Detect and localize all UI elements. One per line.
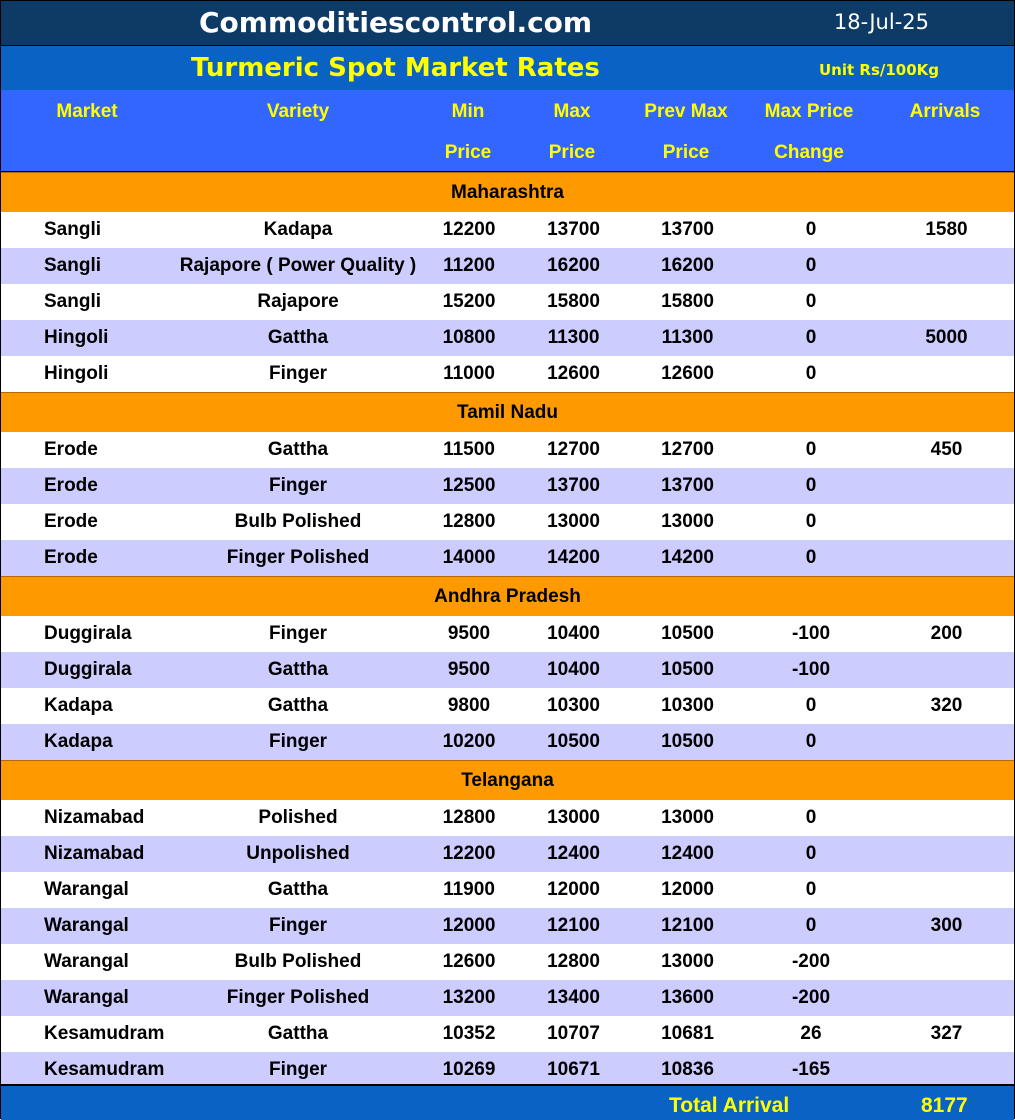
arrivals-cell — [879, 944, 1014, 980]
region-row — [1, 761, 1014, 801]
max-price-change-cell: -100 — [743, 616, 879, 652]
max-price-cell: 13400 — [515, 980, 632, 1016]
min-price-cell: 9500 — [423, 652, 515, 688]
prev-max-price-cell: 10500 — [632, 724, 743, 761]
prev-max-price-cell: 10500 — [632, 652, 743, 688]
min-price-cell: 11500 — [423, 432, 515, 468]
prev-max-price-cell: 13700 — [632, 212, 743, 248]
table-row — [1, 320, 1014, 356]
min-price-cell: 12000 — [423, 908, 515, 944]
prev-max-price-cell: 13000 — [632, 944, 743, 980]
market-cell: Sangli — [1, 248, 173, 284]
min-price-cell: 15200 — [423, 284, 515, 320]
site-title: Commoditiescontrol.com — [199, 6, 593, 39]
table-row — [1, 688, 1014, 724]
variety-cell: Bulb Polished — [173, 944, 423, 980]
footer-bar — [1, 1084, 1014, 1120]
max-price-change-cell: 0 — [743, 212, 879, 248]
report-title: Turmeric Spot Market Rates — [191, 53, 600, 83]
variety-cell: Rajapore ( Power Quality ) — [173, 248, 423, 284]
unit-label: Unit Rs/100Kg — [819, 61, 940, 79]
max-price-change-cell: -100 — [743, 652, 879, 688]
max-price-change-cell: 0 — [743, 284, 879, 320]
col-min-header: Min — [451, 101, 485, 122]
col-max-header-line2: Price — [548, 142, 596, 163]
rates-table — [1, 172, 1014, 1088]
prev-max-price-cell: 12400 — [632, 836, 743, 872]
variety-cell: Finger — [173, 468, 423, 504]
table-row — [1, 836, 1014, 872]
arrivals-cell — [879, 248, 1014, 284]
min-price-cell: 12200 — [423, 836, 515, 872]
min-price-cell: 9800 — [423, 688, 515, 724]
variety-cell: Finger — [173, 908, 423, 944]
prev-max-price-cell: 13000 — [632, 800, 743, 836]
arrivals-cell — [879, 1052, 1014, 1088]
max-price-cell: 12100 — [515, 908, 632, 944]
market-cell: Kadapa — [1, 724, 173, 761]
column-header-bar — [1, 90, 1014, 172]
variety-cell: Bulb Polished — [173, 504, 423, 540]
report-date: 18-Jul-25 — [833, 10, 929, 34]
table-row — [1, 248, 1014, 284]
max-price-cell: 10400 — [515, 652, 632, 688]
arrivals-cell — [879, 284, 1014, 320]
arrivals-cell: 450 — [879, 432, 1014, 468]
min-price-cell: 10352 — [423, 1016, 515, 1052]
market-cell: Kesamudram — [1, 1052, 173, 1088]
market-cell: Sangli — [1, 212, 173, 248]
variety-cell: Unpolished — [173, 836, 423, 872]
prev-max-price-cell: 13600 — [632, 980, 743, 1016]
arrivals-cell — [879, 652, 1014, 688]
col-change-header-line2: Change — [774, 142, 844, 163]
variety-cell: Rajapore — [173, 284, 423, 320]
prev-max-price-cell: 13700 — [632, 468, 743, 504]
max-price-change-cell: 0 — [743, 800, 879, 836]
max-price-cell: 11300 — [515, 320, 632, 356]
market-cell: Duggirala — [1, 652, 173, 688]
market-cell: Erode — [1, 540, 173, 577]
col-max-header: Max — [553, 101, 591, 122]
variety-cell: Gattha — [173, 652, 423, 688]
max-price-cell: 16200 — [515, 248, 632, 284]
table-row — [1, 724, 1014, 761]
prev-max-price-cell: 13000 — [632, 504, 743, 540]
table-row — [1, 944, 1014, 980]
table-row — [1, 652, 1014, 688]
arrivals-cell — [879, 872, 1014, 908]
col-prev-max-header-line2: Price — [662, 142, 710, 163]
variety-cell: Gattha — [173, 432, 423, 468]
variety-cell: Finger — [173, 724, 423, 761]
rates-table-body — [1, 173, 1014, 1089]
min-price-cell: 9500 — [423, 616, 515, 652]
arrivals-cell: 1580 — [879, 212, 1014, 248]
arrivals-cell: 327 — [879, 1016, 1014, 1052]
max-price-cell: 10500 — [515, 724, 632, 761]
region-name: Andhra Pradesh — [1, 577, 1014, 617]
arrivals-cell — [879, 724, 1014, 761]
variety-cell: Finger — [173, 1052, 423, 1088]
min-price-cell: 10800 — [423, 320, 515, 356]
table-row — [1, 284, 1014, 320]
max-price-cell: 12000 — [515, 872, 632, 908]
max-price-change-cell: 0 — [743, 432, 879, 468]
variety-cell: Gattha — [173, 320, 423, 356]
prev-max-price-cell: 15800 — [632, 284, 743, 320]
arrivals-cell — [879, 800, 1014, 836]
table-row — [1, 468, 1014, 504]
market-cell: Kadapa — [1, 688, 173, 724]
prev-max-price-cell: 14200 — [632, 540, 743, 577]
max-price-cell: 12400 — [515, 836, 632, 872]
arrivals-cell — [879, 540, 1014, 577]
prev-max-price-cell: 10500 — [632, 616, 743, 652]
prev-max-price-cell: 12700 — [632, 432, 743, 468]
prev-max-price-cell: 10300 — [632, 688, 743, 724]
col-variety-header: Variety — [266, 101, 330, 122]
max-price-cell: 10671 — [515, 1052, 632, 1088]
variety-cell: Gattha — [173, 1016, 423, 1052]
max-price-cell: 10300 — [515, 688, 632, 724]
table-row — [1, 872, 1014, 908]
variety-cell: Gattha — [173, 872, 423, 908]
min-price-cell: 11000 — [423, 356, 515, 393]
variety-cell: Finger — [173, 616, 423, 652]
region-row — [1, 173, 1014, 213]
max-price-cell: 13700 — [515, 212, 632, 248]
table-row — [1, 1052, 1014, 1088]
prev-max-price-cell: 10836 — [632, 1052, 743, 1088]
arrivals-cell: 300 — [879, 908, 1014, 944]
max-price-cell: 10707 — [515, 1016, 632, 1052]
min-price-cell: 12200 — [423, 212, 515, 248]
market-cell: Kesamudram — [1, 1016, 173, 1052]
market-cell: Nizamabad — [1, 800, 173, 836]
table-row — [1, 540, 1014, 577]
table-row — [1, 212, 1014, 248]
title-bar — [1, 46, 1014, 90]
market-cell: Erode — [1, 504, 173, 540]
market-cell: Warangal — [1, 872, 173, 908]
max-price-cell: 13000 — [515, 504, 632, 540]
region-name: Telangana — [1, 761, 1014, 801]
max-price-change-cell: 26 — [743, 1016, 879, 1052]
table-row — [1, 1016, 1014, 1052]
max-price-cell: 14200 — [515, 540, 632, 577]
max-price-change-cell: 0 — [743, 872, 879, 908]
arrivals-cell: 5000 — [879, 320, 1014, 356]
market-cell: Hingoli — [1, 320, 173, 356]
table-row — [1, 356, 1014, 393]
variety-cell: Finger — [173, 356, 423, 393]
market-cell: Duggirala — [1, 616, 173, 652]
region-row — [1, 393, 1014, 433]
max-price-cell: 15800 — [515, 284, 632, 320]
max-price-change-cell: 0 — [743, 908, 879, 944]
min-price-cell: 13200 — [423, 980, 515, 1016]
market-cell: Warangal — [1, 908, 173, 944]
max-price-cell: 13700 — [515, 468, 632, 504]
max-price-cell: 10400 — [515, 616, 632, 652]
table-row — [1, 504, 1014, 540]
table-row — [1, 432, 1014, 468]
min-price-cell: 10269 — [423, 1052, 515, 1088]
max-price-change-cell: 0 — [743, 468, 879, 504]
min-price-cell: 12600 — [423, 944, 515, 980]
col-prev-max-header: Prev Max — [644, 101, 728, 122]
table-row — [1, 800, 1014, 836]
table-row — [1, 908, 1014, 944]
col-change-header: Max Price — [764, 101, 854, 122]
variety-cell: Finger Polished — [173, 980, 423, 1016]
prev-max-price-cell: 10681 — [632, 1016, 743, 1052]
prev-max-price-cell: 12100 — [632, 908, 743, 944]
max-price-change-cell: 0 — [743, 540, 879, 577]
min-price-cell: 12800 — [423, 504, 515, 540]
market-cell: Warangal — [1, 980, 173, 1016]
table-row — [1, 616, 1014, 652]
max-price-cell: 12600 — [515, 356, 632, 393]
prev-max-price-cell: 11300 — [632, 320, 743, 356]
prev-max-price-cell: 12000 — [632, 872, 743, 908]
col-min-header-line2: Price — [444, 142, 492, 163]
max-price-change-cell: 0 — [743, 724, 879, 761]
col-arrivals-header: Arrivals — [909, 101, 981, 122]
min-price-cell: 14000 — [423, 540, 515, 577]
max-price-change-cell: 0 — [743, 248, 879, 284]
arrivals-cell: 200 — [879, 616, 1014, 652]
variety-cell: Kadapa — [173, 212, 423, 248]
max-price-change-cell: 0 — [743, 504, 879, 540]
total-arrival-value: 8177 — [921, 1094, 968, 1117]
min-price-cell: 11900 — [423, 872, 515, 908]
max-price-change-cell: -165 — [743, 1052, 879, 1088]
market-cell: Erode — [1, 468, 173, 504]
max-price-change-cell: -200 — [743, 980, 879, 1016]
min-price-cell: 12800 — [423, 800, 515, 836]
site-bar — [1, 1, 1014, 46]
table-row — [1, 980, 1014, 1016]
col-market-header: Market — [56, 101, 118, 122]
market-cell: Erode — [1, 432, 173, 468]
market-cell: Hingoli — [1, 356, 173, 393]
region-name: Tamil Nadu — [1, 393, 1014, 433]
prev-max-price-cell: 12600 — [632, 356, 743, 393]
max-price-change-cell: 0 — [743, 836, 879, 872]
region-row — [1, 577, 1014, 617]
variety-cell: Gattha — [173, 688, 423, 724]
variety-cell: Finger Polished — [173, 540, 423, 577]
arrivals-cell: 320 — [879, 688, 1014, 724]
variety-cell: Polished — [173, 800, 423, 836]
arrivals-cell — [879, 504, 1014, 540]
min-price-cell: 10200 — [423, 724, 515, 761]
market-cell: Nizamabad — [1, 836, 173, 872]
total-arrival-label: Total Arrival — [669, 1094, 790, 1117]
region-name: Maharashtra — [1, 173, 1014, 213]
max-price-change-cell: 0 — [743, 688, 879, 724]
max-price-cell: 12700 — [515, 432, 632, 468]
min-price-cell: 11200 — [423, 248, 515, 284]
min-price-cell: 12500 — [423, 468, 515, 504]
market-cell: Sangli — [1, 284, 173, 320]
max-price-change-cell: -200 — [743, 944, 879, 980]
arrivals-cell — [879, 980, 1014, 1016]
arrivals-cell — [879, 356, 1014, 393]
max-price-cell: 13000 — [515, 800, 632, 836]
prev-max-price-cell: 16200 — [632, 248, 743, 284]
max-price-cell: 12800 — [515, 944, 632, 980]
arrivals-cell — [879, 836, 1014, 872]
max-price-change-cell: 0 — [743, 320, 879, 356]
arrivals-cell — [879, 468, 1014, 504]
market-cell: Warangal — [1, 944, 173, 980]
max-price-change-cell: 0 — [743, 356, 879, 393]
